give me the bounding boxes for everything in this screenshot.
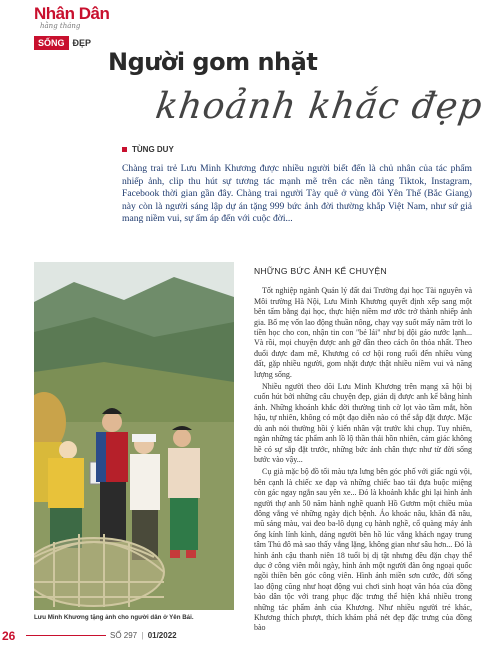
newspaper-logo-sub: hằng tháng: [40, 22, 81, 30]
article-photo: [34, 262, 234, 610]
body-paragraph: Nhiều người theo dõi Lưu Minh Khương trên mạng xã hội bị cuốn hút bởi những câu chuyện đẹp, giản dị được anh kể bằng hình ảnh. Những khoảnh khắc đời thường tinh cờ lọt vào tầm mắt, hồn hậu, tự nhiên, không có một đạo diễn nào có thể sắp đặt được. Mặc dù anh nói thường hồi ý kiến nhân vật trước khi chụp. Tuy nhiên, ngàn những tác phẩm anh lồ lộ thần thái hồn nhiên, cảm giác không hề có sự sắp đặt trước, những bức ảnh chân thực như từ đời sống bước vào vậy...: [254, 382, 472, 464]
footer-divider: [26, 635, 106, 636]
body-paragraph: Cụ già mặc bộ đồ tối màu tựa lưng bên góc phố với giấc ngủ vội, bên cạnh là chiếc xe đạp và những chiếc bao tải đựa buộc miệng còn gác ngay ngắn sau yên xe... Đó là khoảnh khắc ghi lại hình ảnh người thợ anh 50 năm hành nghề quanh Hồ Gươm một chiều mùa đông vắng vẻ những ngày dịch bệnh. Áo khoác nâu, khăn đã nâu, mũ sáng màu, vai đeo ba-lô dụng cụ hành nghề, cổ quàng máy ảnh ống kính lính kình, dáng người bên hồ lúc vắng khách ngay trung tâm Thủ đô mà sao thấy vắng lặng, không gian như sâu hơn... Đó là hình ảnh cậu thanh niên 18 tuổi bị dị tật nhưng đều đặn chạy thể dục ở công viên mỗi ngày, hình ảnh một người đàn ông ngoại quốc ngồi thiền bên góc công viên. Hình ảnh miền sơn cước, đời sống lao động cũng như hoạt động vui chơi sinh hoạt văn hóa của đồng bào dân tộc với trang phục đặc trưng thể hiện khá nhiều trong những tác phẩm ảnh của Khương. Như nhiều người trẻ khác, Khương thích phượt, thích khám phá nét đẹp đặc trưng của đồng bào: [254, 467, 472, 633]
issue-label: SỐ 297: [110, 631, 138, 640]
author-name: TÙNG DUY: [132, 145, 174, 154]
issue-date: 01/2022: [147, 631, 177, 640]
section-label: SỐNG: [34, 36, 69, 50]
photo-caption: Lưu Minh Khương tặng ảnh cho người dân ở Yên Bái.: [34, 614, 194, 621]
section-tag: [34, 36, 95, 50]
lead-paragraph: Chàng trai trẻ Lưu Minh Khương được nhiều người biết đến là chủ nhân của tác phẩm nhiếp ảnh, clip thu hút sự tương tác mạnh mẽ trên các nền tảng Tiktok, Instagram, Facebook thời gian gần đây. Chàng trai người Tày quê ở vùng đồi Yên Thế (Bắc Giang) này còn là người sáng lập dự án tặng 999 bức ảnh đời thường khắp Việt Nam, như sứ giả mang niềm vui, sự ấm áp đến với cuộc đời...: [122, 163, 472, 225]
body-paragraph: Tốt nghiệp ngành Quản lý đất đai Trường đại học Tài nguyên và Môi trường Hà Nội, Lưu Minh Khương quyết định xếp sang một bên tấm bằng đại học, thực hiện niềm mơ ước trở thành nhiếp ảnh gia. Bố mẹ vốn lao động thuần nông, chạy vạy suốt mấy năm trời lo tiền học cho con, nhận tin con "bẻ lái" như bị dội gáo nước lạnh... Và rồi, mọi chuyện được anh gỡ dần theo cách ôn thỏa nhất. Theo đuổi được đam mê, Khương có cơ hội rong ruổi đến nhiều vùng đất, gặp nhiều người, gom nhặt được thật nhiều niềm vui và năng lượng sống.: [254, 286, 472, 379]
article-title-line2: khoảnh khắc đẹp: [153, 86, 486, 127]
page-footer: [0, 629, 500, 643]
issue-separator: |: [141, 631, 144, 640]
newspaper-logo: Nhân Dân: [34, 4, 110, 23]
section-sub-label: ĐẸP: [72, 38, 92, 48]
article-body: [254, 266, 472, 636]
section-heading: NHỮNG BỨC ẢNH KỂ CHUYỆN: [254, 266, 387, 276]
photo-illustration: [34, 262, 234, 610]
page-number: 26: [2, 629, 16, 643]
masthead: [34, 4, 109, 30]
issue-info: [110, 631, 177, 640]
article-title-line1: Người gom nhặt: [108, 48, 318, 76]
author-byline: [122, 145, 174, 154]
author-square-icon: [122, 147, 127, 152]
